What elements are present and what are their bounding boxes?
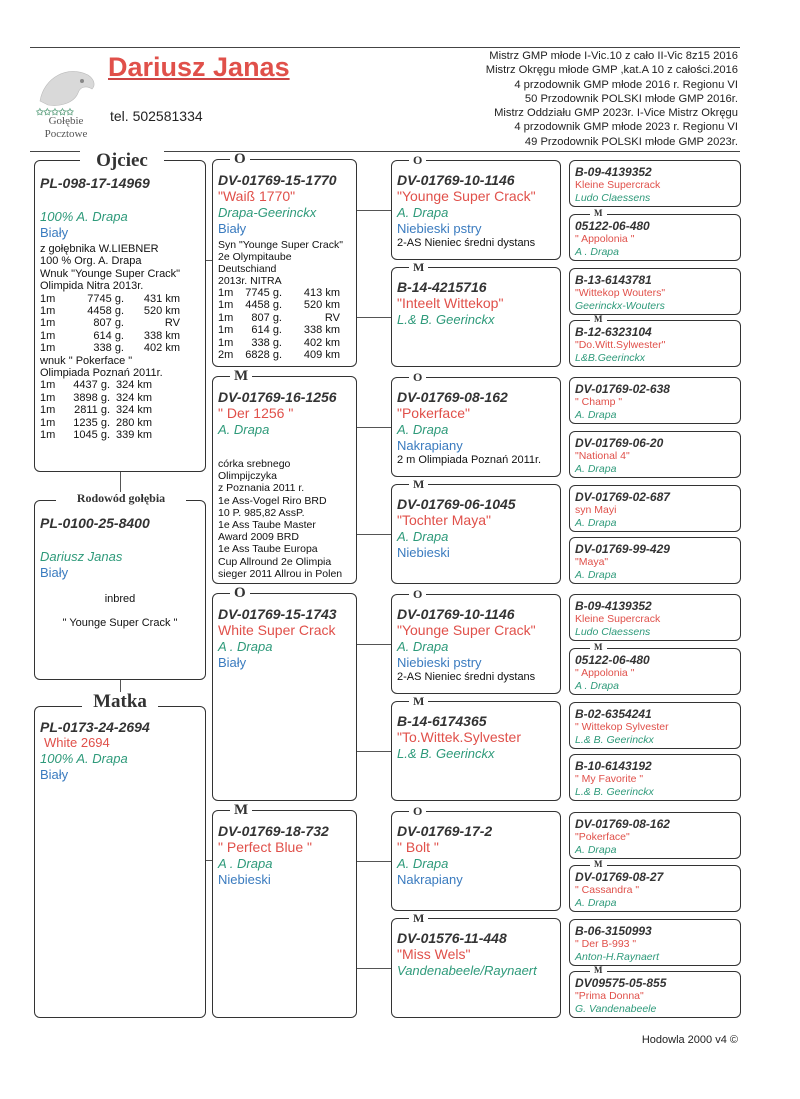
pigeon-name: "Tochter Maya" [397, 512, 491, 528]
father-results-table-1 [40, 293, 180, 355]
ring-number: DV-01769-06-1045 [397, 496, 516, 512]
pigeon-name: " Appolonia " [575, 667, 635, 679]
table-row [40, 317, 180, 329]
pigeon-name: "Miss Wels" [397, 946, 471, 962]
pedigree-card [569, 268, 741, 315]
note-line: sieger 2011 Allrou in Polen [218, 567, 343, 580]
breeder-line: A. Drapa [575, 844, 617, 856]
weight-cell: 7745 g. [245, 287, 282, 299]
father-ring: PL-098-17-14969 [40, 175, 150, 191]
pigeon-color: Biały [218, 221, 247, 236]
table-row [40, 293, 180, 305]
breeder-line: A . Drapa [575, 246, 619, 258]
note-line: Syn "Younge Super Crack" [218, 239, 343, 251]
weight-cell: 4458 g. [245, 299, 282, 312]
ring-number: B-02-6354241 [575, 707, 652, 721]
breeder-name: Dariusz Janas [108, 52, 290, 82]
pedigree-card [569, 754, 741, 801]
pigeon-color: Niebieski pstry [397, 655, 482, 670]
connector-line [206, 860, 212, 861]
pigeon-note: 2 m Olimpiada Poznań 2011r. [397, 454, 542, 466]
father-notes [40, 243, 200, 293]
connector-line [357, 534, 391, 535]
breeder-line: L&B.Geerinckx [575, 352, 646, 364]
logo-text [30, 115, 102, 141]
connector-line [357, 968, 391, 969]
ring-number: DV-01769-10-1146 [397, 172, 515, 188]
ring-number: DV-01769-08-162 [397, 389, 508, 405]
pigeon-notes [218, 458, 351, 580]
ring-number: B-09-4139352 [575, 599, 652, 613]
sex-marker: M [230, 803, 252, 818]
distance-cell: 338 km [143, 329, 180, 342]
pedigree-card [569, 160, 741, 207]
mother-card [34, 706, 206, 1018]
distance-cell: 280 km [116, 416, 153, 429]
breeder-line: L.& B. Geerinckx [397, 312, 495, 327]
distance-cell: 520 km [303, 299, 340, 312]
place-cell: 1m [40, 404, 56, 417]
ring-number: DV-01769-02-687 [575, 490, 670, 504]
ring-number: DV-01769-10-1146 [397, 606, 515, 622]
ring-number: DV-01769-02-638 [575, 382, 670, 396]
pigeon-name: " Bolt " [397, 839, 439, 855]
sex-marker: M [590, 209, 607, 218]
mother-name: White 2694 [44, 735, 110, 750]
weight-cell: 6828 g. [245, 349, 282, 362]
weight-cell: 338 g. [251, 336, 282, 349]
note-line: 10 P. 985,82 AssP. [218, 506, 305, 519]
pigeon-color: Niebieski [218, 872, 271, 887]
table-row [40, 379, 162, 391]
breeder-line: A. Drapa [397, 639, 449, 654]
note-line: Cup Allround 2e Olimpia [218, 555, 332, 568]
pigeon-name: "Inteelt Wittekop" [397, 295, 504, 311]
pedigree-card [569, 865, 741, 912]
pedigree-card [212, 376, 357, 584]
note-line: Award 2009 BRD [218, 531, 299, 544]
ring-number: B-14-4215716 [397, 279, 487, 295]
table-row [218, 349, 340, 361]
note-line: z gołębnika W.LIEBNER [40, 243, 159, 255]
breeder-line: Anton-H.Raynaert [575, 951, 660, 963]
table-row [40, 305, 180, 317]
pigeon-name: "Pokerface" [575, 831, 630, 843]
breeder-line: A. Drapa [397, 422, 449, 437]
pedigree-card [212, 810, 357, 1018]
pedigree-card [569, 431, 741, 478]
breeder-line: A. Drapa [575, 409, 617, 421]
subject-heading: Rodowód gołębia [56, 492, 186, 504]
sex-marker: M [590, 315, 607, 324]
ring-number: 05122-06-480 [575, 653, 650, 667]
sex-marker: O [409, 154, 426, 166]
table-row [40, 342, 180, 354]
table-row [218, 312, 340, 324]
sex-marker: M [590, 643, 607, 652]
distance-cell: 402 km [303, 336, 340, 349]
breeder-line: A. Drapa [397, 205, 449, 220]
ring-number: B-13-6143781 [575, 273, 652, 287]
connector-line [206, 260, 212, 261]
pedigree-card [569, 214, 741, 261]
note-line: córka srebnego Olimpijczyka [218, 458, 291, 483]
table-row [218, 287, 340, 299]
pedigree-card [569, 812, 741, 859]
pigeon-name: " Wittekop Sylvester [575, 721, 669, 733]
breeder-line: Ludo Claessens [575, 192, 651, 204]
sex-marker: O [230, 152, 250, 167]
pigeon-color: Nakrapiany [397, 438, 463, 453]
subject-color: Biały [40, 565, 69, 580]
pigeon-name: "Maya" [575, 556, 609, 568]
note-line: z Poznania 2011 r. [218, 482, 305, 495]
header-top-rule [30, 47, 740, 48]
subject-note-inbred: inbred [104, 593, 136, 605]
place-cell: 1m [40, 292, 56, 305]
pedigree-card [212, 159, 357, 367]
place-cell: 1m [40, 329, 56, 342]
place-cell: 1m [40, 379, 56, 392]
place-cell: 1m [218, 299, 234, 312]
ring-number: DV-01769-08-27 [575, 870, 664, 884]
note-line: 100 % Org. A. Drapa [40, 255, 142, 268]
pigeon-note: 2-AS Nieniec średni dystans [397, 671, 536, 683]
pigeon-name: " My Favorite " [575, 773, 644, 785]
pedigree-card [569, 648, 741, 695]
ring-number: DV-01769-06-20 [575, 436, 664, 450]
mother-breed: 100% A. Drapa [40, 751, 128, 766]
pedigree-card [391, 811, 561, 911]
ring-number: DV-01769-15-1770 [218, 172, 337, 188]
connector-line [357, 210, 391, 211]
pigeon-name: " Cassandra " [575, 884, 640, 896]
father-card [34, 160, 206, 472]
note-line: Wnuk "Younge Super Crack" [40, 267, 181, 280]
breeder-line: A. Drapa [575, 517, 617, 529]
pedigree-card [569, 537, 741, 584]
father-results-table-2 [40, 379, 162, 441]
distance-cell: 409 km [303, 349, 340, 362]
table-row [218, 337, 340, 349]
ring-number: DV09575-05-855 [575, 976, 667, 990]
breeder-line: A. Drapa [397, 856, 449, 871]
weight-cell: 338 g. [93, 342, 124, 355]
pedigree-card [391, 701, 561, 801]
sex-marker: M [409, 478, 428, 490]
ring-number: DV-01769-18-732 [218, 823, 329, 839]
ring-number: B-06-3150993 [575, 924, 652, 938]
note-line: 1e Ass-Vogel Riro BRD [218, 494, 327, 507]
breeder-line: Drapa-Geerinckx [218, 205, 317, 220]
connector-line [357, 317, 391, 318]
pigeon-name: White Super Crack [218, 622, 336, 638]
note-line: 1e Ass Taube Europa [218, 543, 318, 556]
weight-cell: 1045 g. [73, 429, 110, 442]
pigeon-name: syn Mayi [575, 504, 617, 516]
achievement-line: 50 Przodownik POLSKI młode GMP 2016r. [524, 92, 738, 105]
logo-text-line: Pocztowe [44, 128, 88, 140]
pigeon-name: " Der 1256 " [218, 405, 294, 421]
note-line: Olimpida Nitra 2013r. [40, 280, 144, 293]
breeder-line: L.& B. Geerinckx [397, 746, 495, 761]
sex-marker: O [409, 588, 426, 600]
pigeon-name: "Prima Donna" [575, 990, 644, 1002]
father-breed: 100% A. Drapa [40, 209, 128, 224]
distance-cell: 431 km [143, 292, 180, 305]
weight-cell: 4437 g. [73, 379, 110, 392]
ring-number: B-14-6174365 [397, 713, 487, 729]
breeder-line: Geerinckx-Wouters [575, 300, 665, 312]
sex-marker: M [590, 860, 607, 869]
logo-text-line: Gołębie [48, 115, 84, 127]
breeder-line: Ludo Claessens [575, 626, 651, 638]
ring-number: 05122-06-480 [575, 219, 650, 233]
sex-marker: M [409, 695, 428, 707]
pigeon-name: " Appolonia " [575, 233, 635, 245]
father-notes-2 [40, 355, 200, 380]
mother-heading: Matka [82, 692, 158, 711]
pigeon-name: "National 4" [575, 450, 630, 462]
breeder-line: A. Drapa [575, 463, 617, 475]
sex-marker: M [409, 912, 428, 924]
achievement-line: Mistrz Oddziału GMP 2023r. I-Vice Mistrz Okręgu [494, 107, 738, 120]
breeder-line: L.& B. Geerinckx [575, 734, 654, 746]
place-cell: 1m [218, 324, 234, 337]
achievements-list [418, 49, 738, 149]
subject-note-ysc: " Younge Super Crack " [62, 617, 178, 630]
note-line: Olimpiada Poznań 2011r. [40, 367, 163, 380]
weight-cell: 3898 g. [73, 391, 110, 404]
pigeon-name: Kleine Supercrack [575, 179, 661, 191]
pigeon-color: Niebieski pstry [397, 221, 482, 236]
pigeon-color: Biały [218, 655, 247, 670]
weight-cell: 807 g. [93, 317, 124, 330]
achievement-line: 49 Przodownik POLSKI młode GMP 2023r. [524, 135, 738, 148]
results-table [218, 287, 340, 361]
place-cell: 2m [218, 349, 234, 362]
ring-number: DV-01769-17-2 [397, 823, 493, 839]
note-line: 1e Ass Taube Master [218, 519, 316, 532]
pedigree-card [569, 702, 741, 749]
ring-number: DV-01769-08-162 [575, 817, 670, 831]
weight-cell: 1235 g. [73, 416, 110, 429]
weight-cell: 2811 g. [74, 404, 110, 417]
sex-marker: O [409, 805, 426, 817]
distance-cell: 324 km [116, 404, 153, 417]
table-row [40, 330, 180, 342]
place-cell: 1m [40, 416, 56, 429]
pedigree-card [569, 594, 741, 641]
sex-marker: M [409, 261, 428, 273]
pedigree-card [569, 971, 741, 1018]
place-cell: 1m [218, 287, 234, 299]
pedigree-card [569, 919, 741, 966]
subject-card [34, 500, 206, 680]
pigeon-note: 2-AS Nieniec średni dystans [397, 237, 536, 249]
pedigree-card [569, 320, 741, 367]
pedigree-card [569, 485, 741, 532]
weight-cell: 614 g. [93, 329, 124, 342]
place-cell: 1m [40, 391, 56, 404]
breeder-line: A. Drapa [218, 422, 270, 437]
subject-breed: Dariusz Janas [40, 549, 123, 564]
connector-line [357, 751, 391, 752]
sex-marker: O [230, 586, 250, 601]
ring-number: DV-01769-16-1256 [218, 389, 337, 405]
ring-number: B-10-6143192 [575, 759, 652, 773]
pigeon-name: Kleine Supercrack [575, 613, 661, 625]
pigeon-name: "Wittekop Wouters" [575, 287, 666, 299]
pedigree-card [391, 267, 561, 367]
place-cell: 1m [40, 317, 56, 330]
ring-number: B-09-4139352 [575, 165, 652, 179]
table-row [40, 429, 162, 441]
breeder-line: A . Drapa [218, 856, 273, 871]
achievement-line: 4 przodownik GMP młode 2023 r. Regionu VI [514, 121, 738, 134]
ring-number: DV-01576-11-448 [397, 930, 507, 946]
ring-number: DV-01769-99-429 [575, 542, 670, 556]
breeder-line: L.& B. Geerinckx [575, 786, 654, 798]
table-row [40, 404, 162, 416]
pedigree-card [391, 594, 561, 694]
place-cell: 1m [40, 342, 56, 355]
breeder-line: A . Drapa [575, 680, 619, 692]
sex-marker: O [409, 371, 426, 383]
distance-cell: 324 km [116, 379, 153, 392]
place-cell: 1m [218, 311, 234, 324]
breeder-line: A . Drapa [218, 639, 273, 654]
pedigree-card [391, 377, 561, 477]
distance-cell: 520 km [143, 305, 180, 318]
achievement-line: Mistrz Okręgu młode GMP ,kat.A 10 z całości.2016 [485, 64, 738, 77]
breeder-phone: tel. 502581334 [110, 108, 203, 124]
mother-color: Biały [40, 767, 69, 782]
pigeon-name: "Do.Witt.Sylwester" [575, 339, 666, 351]
pedigree-card [391, 484, 561, 584]
sex-marker: M [230, 369, 252, 384]
svg-text:✩✩✩✩✩: ✩✩✩✩✩ [36, 108, 74, 118]
distance-cell: 402 km [143, 342, 180, 355]
pedigree-card [212, 593, 357, 801]
weight-cell: 7745 g. [87, 292, 124, 305]
note-line: 2013r. NITRA [218, 275, 282, 287]
pedigree-card [569, 377, 741, 424]
weight-cell: 614 g. [251, 324, 282, 337]
breeder-line: A. Drapa [397, 529, 449, 544]
weight-cell: 807 g. [251, 311, 282, 324]
pigeon-name: " Perfect Blue " [218, 839, 312, 855]
pigeon-color: Niebieski [397, 545, 450, 560]
connector-line [357, 427, 391, 428]
breeder-line: Vandenabeele/Raynaert [397, 963, 537, 978]
breeder-line: A. Drapa [575, 569, 617, 581]
distance-cell: RV [324, 311, 340, 324]
pigeon-name: " Der B-993 " [575, 938, 637, 950]
connector-line [357, 644, 391, 645]
logo [30, 55, 102, 145]
pigeon-notes [218, 239, 351, 287]
mother-ring: PL-0173-24-2694 [40, 719, 150, 735]
ring-number: B-12-6323104 [575, 325, 652, 339]
table-row [40, 417, 162, 429]
subject-ring: PL-0100-25-8400 [40, 515, 150, 531]
achievement-line: Mistrz GMP młode I-Vic.10 z cało II-Vic 8z15 2016 [489, 50, 738, 62]
pedigree-card [391, 918, 561, 1018]
footer-software: Hodowla 2000 v4 © [641, 1034, 738, 1046]
place-cell: 1m [40, 429, 56, 442]
pigeon-name: "Pokerface" [397, 405, 470, 421]
breeder-line: A. Drapa [575, 897, 617, 909]
table-row [40, 392, 162, 404]
place-cell: 1m [218, 336, 234, 349]
father-color: Biały [40, 225, 69, 240]
distance-cell: RV [164, 317, 180, 330]
pigeon-name: "Younge Super Crack" [397, 188, 536, 204]
connector-line [357, 861, 391, 862]
sex-marker: M [590, 966, 607, 975]
note-line: wnuk " Pokerface " [40, 354, 133, 367]
pigeon-color: Nakrapiany [397, 872, 463, 887]
pedigree-card [391, 160, 561, 260]
distance-cell: 339 km [116, 429, 153, 442]
father-heading: Ojciec [80, 151, 164, 170]
ring-number: DV-01769-15-1743 [218, 606, 337, 622]
distance-cell: 324 km [116, 391, 153, 404]
place-cell: 1m [40, 305, 56, 318]
pigeon-name: "Waiß 1770" [218, 188, 296, 204]
pigeon-name: " Champ " [575, 396, 623, 408]
distance-cell: 413 km [303, 287, 340, 299]
table-row [218, 324, 340, 336]
table-row [218, 299, 340, 311]
distance-cell: 338 km [303, 324, 340, 337]
breeder-line: G. Vandenabeele [575, 1003, 657, 1015]
pigeon-name: "To.Wittek.Sylvester [397, 729, 521, 745]
pigeon-name: "Younge Super Crack" [397, 622, 536, 638]
weight-cell: 4458 g. [87, 305, 124, 318]
achievement-line: 4 przodownik GMP młode 2016 r. Regionu VI [514, 78, 738, 91]
note-line: 2e Olympitaube Deutschiand [218, 251, 292, 275]
